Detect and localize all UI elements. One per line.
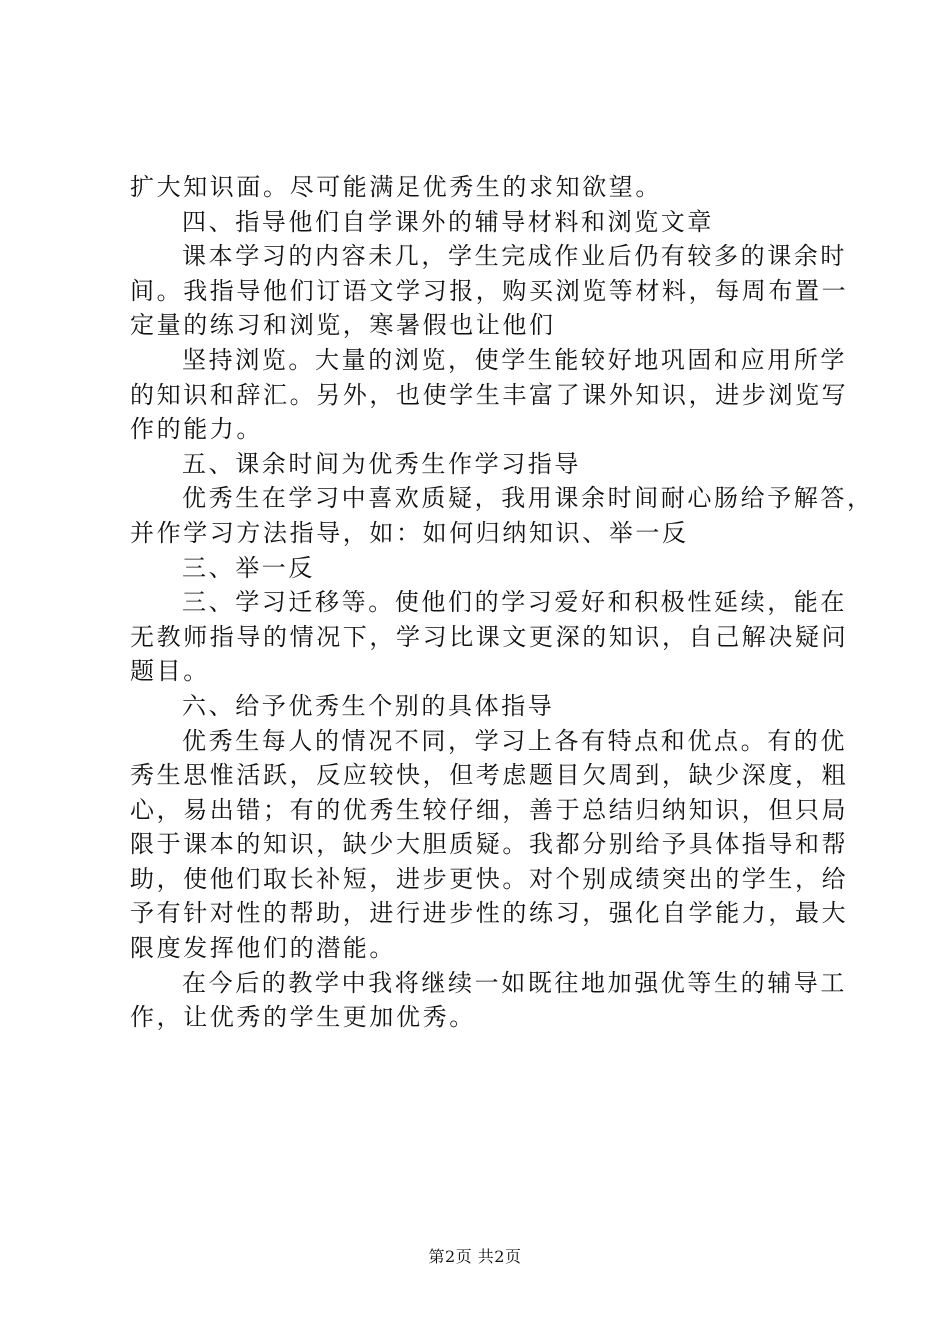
text-line: 扩大知识面。尽可能满足优秀生的求知欲望。 [130,173,662,201]
text-line: 作，让优秀的学生更加优秀。 [130,1003,476,1032]
text-line: 定量的练习和浏览，寒暑假也让他们 [130,311,556,340]
text-line: 予有针对性的帮助，进行进步性的练习，强化自学能力，最大 [130,899,849,928]
text-line: 的知识和辞汇。另外，也使学生丰富了课外知识，进步浏览写 [130,380,849,409]
document-body [130,170,874,1035]
text-line: 间。我指导他们订语文学习报，购买浏览等材料，每周布置一 [130,276,849,305]
text-line: 秀生思惟活跃，反应较快，但考虑题目欠周到，缺少深度，粗 [130,761,849,790]
text-line: 课本学习的内容未几，学生完成作业后仍有较多的课余时 [182,242,847,271]
text-line: 在今后的教学中我将继续一如既往地加强优等生的辅导工 [182,968,847,997]
text-line: 三、学习迁移等。使他们的学习爱好和积极性延续，能在 [182,588,847,617]
text-line: 优秀生每人的情况不同，学习上各有特点和优点。有的优 [182,726,847,755]
text-line: 题目。 [130,657,210,686]
text-line: 六、给予优秀生个别的具体指导 [182,691,555,720]
text-line: 心，易出错；有的优秀生较仔细，善于总结归纳知识，但只局 [130,795,849,824]
text-line: 限度发挥他们的潜能。 [130,934,396,963]
text-line: 四、指导他们自学课外的辅导材料和浏览文章 [182,207,714,236]
text-line: 无教师指导的情况下，学习比课文更深的知识，自己解决疑问 [130,622,849,651]
text-line: 坚持浏览。大量的浏览，使学生能较好地巩固和应用所学 [182,345,847,374]
text-line: 优秀生在学习中喜欢质疑，我用课余时间耐心肠给予解答， [182,484,874,513]
text-line: 助，使他们取长补短，进步更快。对个别成绩突出的学生，给 [130,864,849,893]
text-line: 作的能力。 [130,415,263,444]
page-footer: 第2页 共2页 [428,1247,522,1266]
text-line: 并作学习方法指导，如：如何归纳知识、举一反 [130,518,689,547]
text-line: 五、课余时间为优秀生作学习指导 [182,449,581,478]
text-line: 限于课本的知识，缺少大胆质疑。我都分别给予具体指导和帮 [130,830,849,859]
text-line: 三、举一反 [182,553,315,582]
